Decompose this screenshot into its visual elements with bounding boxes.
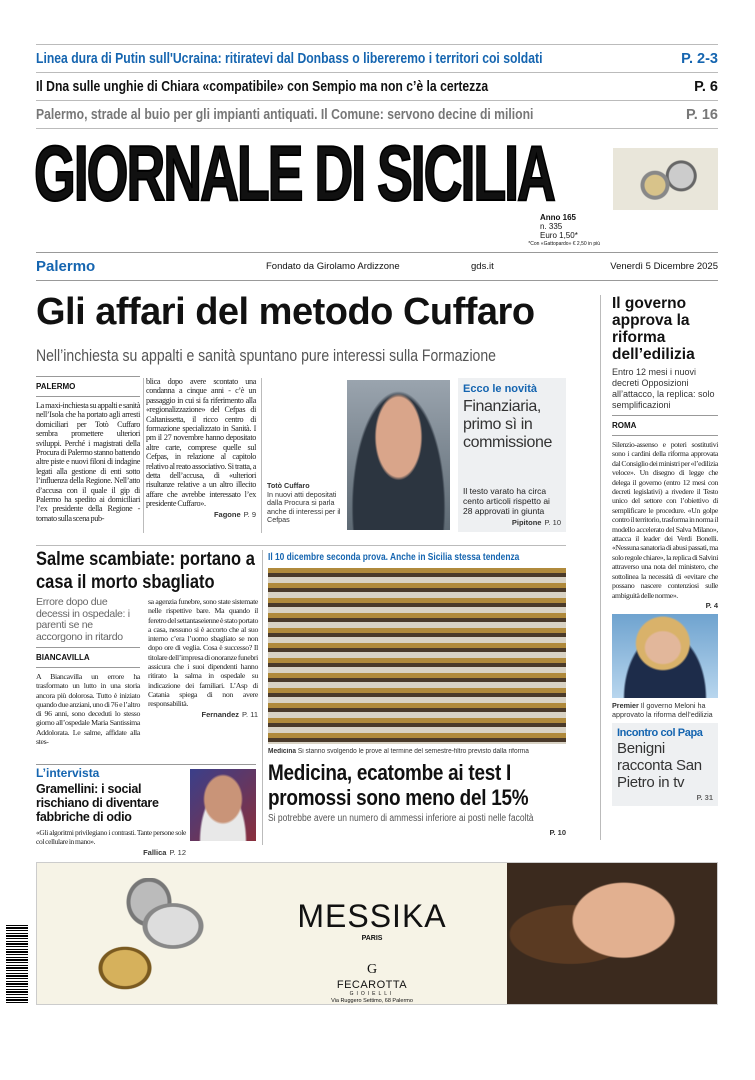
exam-hall-photo[interactable] [268,568,566,744]
article-column: A Biancavilla un errore ha trasformato un lutto in una storia ancora più dolorosa. Tutto è iniziato quando due anziani, uno di 76 e l’altro di 96 anni, sono deceduti lo stesso giorno all’ospedale Maria Santissima Addolorata. Le salme, affidate alla stes- [36,672,140,747]
founder: Fondato da Girolamo Ardizzone [266,260,400,272]
photo-caption [268,748,529,757]
model-photo [507,863,718,1005]
year: Anno 165 [540,213,577,222]
papa-box[interactable] [612,723,718,806]
lead-column-1 [36,376,140,523]
ad-dealer: FECAROTTA [336,979,408,991]
dateline: PALERMO [36,376,140,397]
caption-text: Il governo Meloni ha approvato la riforma dell’edilizia [612,700,713,719]
ad-brand-sub: PARIS [361,935,383,942]
box-kicker: Ecco le novità [463,383,537,395]
intervista-text: «Gli algoritmi privilegiano i contrasti. Tante persone sole col cellulare in mano». [36,828,186,846]
caption-title: Premier [612,700,639,710]
meloni-photo[interactable] [612,614,718,698]
fecarotta-logo-icon: G [366,962,378,977]
page-ref: P. 2-3 [681,50,718,67]
issue-number: n. 335 [540,222,563,231]
page-ref: P. 16 [686,106,718,123]
author: Pipitone [511,518,542,527]
intervista-headline[interactable]: Gramellini: i social rischiano di diventare fabbriche di odio [36,782,159,824]
box-title: Finanziaria, primo sì in commissione [463,398,552,451]
headline-text: Linea dura di Putin sull'Ucraina: ritiratevi dal Donbass o libereremo i territori coi soldati [36,50,543,67]
rings-image [77,878,237,998]
article-column: La maxi-inchiesta su appalti e sanità nell’Isola che ha portato agli arresti domiciliari per Totò Cuffaro sembra promettere ulteriori sviluppi. Perché i magistrati della Procura di Palermo stanno battendo altre piste e nuovi filoni di indagine legati alla gestione di enti sotto l’influenza della Regione. Nell’atto d’accusa con il quale il gip di Palermo ha spedito ai domiciliari l’ex presidente della Regione - tornato sulla scena pub- [36,401,140,523]
cuffaro-photo[interactable] [347,380,450,530]
medicina-kicker[interactable]: Il 10 dicembre seconda prova. Anche in Sicilia stessa tendenza [268,551,520,563]
city-edition: Palermo [36,257,96,275]
page-ref: P. 10 [544,518,561,527]
gramellini-photo[interactable] [190,769,256,841]
byline [146,510,256,519]
lead-column-2 [146,377,256,519]
box-text: Il testo varato ha circa cento articoli rispetto ai 28 approvati in giunta [463,486,550,516]
edilizia-subtitle: Entro 12 mesi i nuovi decreti Opposizioni all’attacco, la replica: solo semplificazioni [612,367,715,410]
top-headline-1[interactable] [36,45,718,73]
page-ref: P. 4 [705,600,718,610]
caption-title: Medicina [268,748,297,755]
intervista-article [36,767,186,857]
salme-article [36,548,258,746]
caption-title: Totò Cuffaro [267,481,310,490]
info-bar [36,256,718,276]
ad-dealer-sub: GIOIELLI [349,991,395,997]
page-ref: P. 31 [696,793,713,803]
box-title: Benigni racconta San Pietro in tv [617,740,702,792]
dateline: BIANCAVILLA [36,647,140,668]
page-ref: P. 11 [242,709,258,719]
top-headline-3[interactable] [36,101,718,129]
intervista-kicker: L’intervista [36,766,100,780]
date: Venerdì 5 Dicembre 2025 [610,260,718,272]
page-ref: P. 12 [169,848,186,857]
lead-headline[interactable]: Gli affari del metodo Cuffaro [36,291,535,333]
salme-subtitle: Errore dopo due decessi in ospedale: i parenti se ne accorgono in ritardo [36,596,130,643]
lead-subtitle: Nell’inchiesta su appalti e sanità spuntano pure interessi sulla Formazione [36,347,496,365]
author: Fallica [143,848,167,857]
price-note: *Con «Gattopardo» € 2,50 in più [528,241,600,247]
ad-brand: MESSIKA [297,898,447,934]
page-ref: P. 9 [243,509,256,519]
ad-address: Via Ruggero Settimo, 68 Palermo [331,998,413,1004]
headline-text: Palermo, strade al buio per gli impianti antiquati. Il Comune: servono decine di milioni [36,106,534,123]
right-column [612,295,718,806]
photo-caption [612,702,718,719]
caption-text: In nuovi atti depositati dalla Procura si parla anche di interessi per il Cefpas [267,489,341,525]
byline [148,710,258,719]
page-ref: P. 6 [694,78,718,95]
photo-caption [267,482,343,525]
headline-text: Il Dna sulle unghie di Chiara «compatibile» con Sempio ma non c’è la certezza [36,78,489,95]
issue-info [540,213,600,240]
advertisement[interactable] [36,862,718,1005]
author: Fernandez [201,709,239,719]
medicina-headline[interactable]: Medicina, ecatombe ai test I promossi sono meno del 15% [268,760,529,810]
website-link[interactable]: gds.it [471,260,494,272]
caption-text: Si stanno svolgendo le prove al termine del semestre-filtro previsto dalla riforma [297,748,529,755]
article-column: blica dopo avere scontato una condanna a cinque anni - c’è un passaggio in cui si fa riferimento alla «regionalizzazione» del Cefpas di Caltanissetta, il ricco centro di formazione specializzato in Sanità. I pm il 27 novembre hanno depositato altre carte, comprese quelle sul Cefpas, in relazione al capitolo relativo al reato associativo. Si tratta, a detta dell’accusa, di «ulteriori risultanze relative a un altro illecito affare che avrebbe interessato l’ex presidente Cuffaro». [146,377,256,509]
author: Fagone [213,509,241,519]
box-kicker: Incontro col Papa [617,727,703,740]
article-body: Silenzio-assenso e poteri sostitutivi sono i cardini della riforma approvata dal Consiglio dei ministri per «l’edilizia veloce». Un disegno di legge che delega il governo (entro 12 mesi con decreti legislativi) a rivedere il Testo unico del settore con l’obiettivo di semplificare le procedure. «Un golpe contro il territorio, trasforma in norma il modello accelerato del Salva Milano», attacca il leader dei Verdi Bonelli. «Nessuna sanatoria di abusi passati, ma solo regole chiare», la replica di Salvini attraverso una nota del ministero, che sottolinea la necessità di «evitare che possano nascere contenziosi sulle ambiguità delle norme». [612,440,718,600]
price: Euro 1,50* [540,231,578,240]
top-headline-2[interactable] [36,73,718,101]
dateline: ROMA [612,415,718,436]
page-ref: P. 10 [549,828,566,837]
jewelry-image [613,148,718,210]
barcode [6,925,28,1005]
article-column: sa agenzia funebre, sono state sistemate nelle rispettive bare. Ma quando il feretro del settantaseienne è stato portato a casa, nessuno si è accorto che al suo interno c’era l’uomo sbagliato se non dopo ore di veglia. Cosa è successo? Il titolare dell’impresa di onoranze funebri assicura che i suoi dipendenti hanno ritirato la salma in ospedale su indicazione dei familiari. L’Asp di Catania spiega di non avere responsabilità. [148,597,258,709]
byline [36,848,186,857]
medicina-subtitle: Si potrebbe avere un numero di ammessi inferiore ai posti nelle facoltà [268,813,534,824]
medicina-article [268,760,566,837]
salme-headline[interactable]: Salme scambiate: portano a casa il morto sbagliato [36,548,255,593]
masthead-title: GIORNALE DI SICILIA [34,129,554,217]
finanziaria-box[interactable] [458,378,566,532]
byline [463,518,561,527]
edilizia-headline[interactable]: Il governo approva la riforma dell’edilizia [612,295,695,363]
